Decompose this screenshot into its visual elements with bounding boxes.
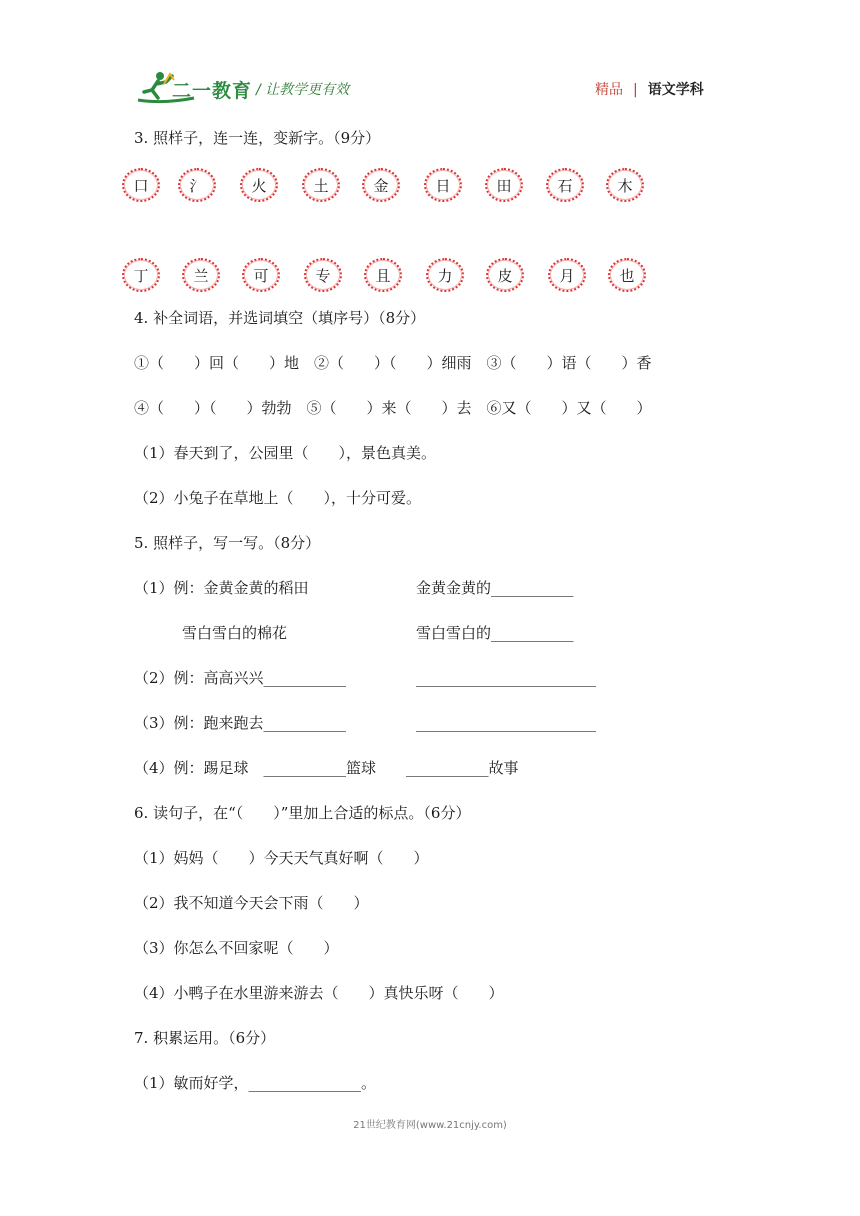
q5-answer-2[interactable]: ________________________ <box>416 669 596 687</box>
char-cloud[interactable]: 专 <box>304 258 342 292</box>
q7-title: 7. 积累运用。（6分） <box>134 1029 276 1047</box>
q5-answer-1[interactable]: 金黄金黄的___________ <box>416 579 574 597</box>
brand-slogan: / 让教学更有效 <box>256 82 350 98</box>
char-cloud[interactable]: 田 <box>485 168 523 202</box>
char-cloud[interactable]: 土 <box>302 168 340 202</box>
page-footer: 21世纪教育网(www.21cnjy.com) <box>353 1120 507 1131</box>
q6-title: 6. 读句子，在“（ ）”里加上合适的标点。（6分） <box>134 804 471 822</box>
q5-example-3[interactable]: （3）例：跑来跑去___________ <box>134 714 347 732</box>
char-cloud[interactable]: 兰 <box>182 258 220 292</box>
char-cloud[interactable]: 力 <box>426 258 464 292</box>
q5-example-1b: 雪白雪白的棉花 <box>182 624 288 642</box>
char-cloud[interactable]: 皮 <box>486 258 524 292</box>
char-cloud[interactable]: 氵 <box>178 168 216 202</box>
q4-sentence-2: （2）小兔子在草地上（ ），十分可爱。 <box>134 489 422 507</box>
q5-answer-1b[interactable]: 雪白雪白的___________ <box>416 624 574 642</box>
header-right <box>595 79 704 99</box>
q5-example-2[interactable]: （2）例：高高兴兴___________ <box>134 669 347 687</box>
q3-title: 3. 照样子，连一连，变新字。（9分） <box>134 129 381 147</box>
q7-sentence-1[interactable]: （1）敏而好学，_______________。 <box>134 1074 377 1092</box>
q5-title: 5. 照样子，写一写。（8分） <box>134 534 321 552</box>
char-cloud[interactable]: 也 <box>608 258 646 292</box>
char-cloud[interactable]: 且 <box>364 258 402 292</box>
quality-label: 精品 <box>595 82 623 98</box>
q4-words-line1: ①（ ）回（ ）地 ②（ ）（ ）细雨 ③（ ）语（ ）香 <box>134 354 652 372</box>
q4-sentence-1: （1）春天到了，公园里（ ），景色真美。 <box>134 444 437 462</box>
q6-sentence-3[interactable]: （3）你怎么不回家呢（ ） <box>134 939 339 957</box>
char-cloud[interactable]: 口 <box>122 168 160 202</box>
subject-label: 语文学科 <box>647 82 704 98</box>
char-cloud[interactable]: 月 <box>548 258 586 292</box>
brand-name: 二一教育 <box>172 80 253 102</box>
q5-example-1: （1）例：金黄金黄的稻田 <box>134 579 309 597</box>
q4-title: 4. 补全词语，并选词填空（填序号）（8分） <box>134 309 426 327</box>
char-cloud[interactable]: 火 <box>240 168 278 202</box>
char-cloud[interactable]: 木 <box>606 168 644 202</box>
q4-words-line2: ④（ ）（ ）勃勃 ⑤（ ）来（ ）去 ⑥又（ ）又（ ） <box>134 399 652 417</box>
char-cloud[interactable]: 金 <box>362 168 400 202</box>
q6-sentence-4[interactable]: （4）小鸭子在水里游来游去（ ）真快乐呀（ ） <box>134 984 504 1002</box>
q6-sentence-2[interactable]: （2）我不知道今天会下雨（ ） <box>134 894 369 912</box>
q5-answer-3[interactable]: ________________________ <box>416 714 596 732</box>
char-cloud[interactable]: 石 <box>546 168 584 202</box>
char-cloud[interactable]: 日 <box>424 168 462 202</box>
char-cloud[interactable]: 可 <box>242 258 280 292</box>
q5-example-4[interactable]: （4）例：踢足球 ___________篮球 ___________故事 <box>134 759 519 777</box>
header-separator: | <box>633 82 638 98</box>
char-cloud[interactable]: 丁 <box>122 258 160 292</box>
q6-sentence-1[interactable]: （1）妈妈（ ）今天天气真好啊（ ） <box>134 849 429 867</box>
